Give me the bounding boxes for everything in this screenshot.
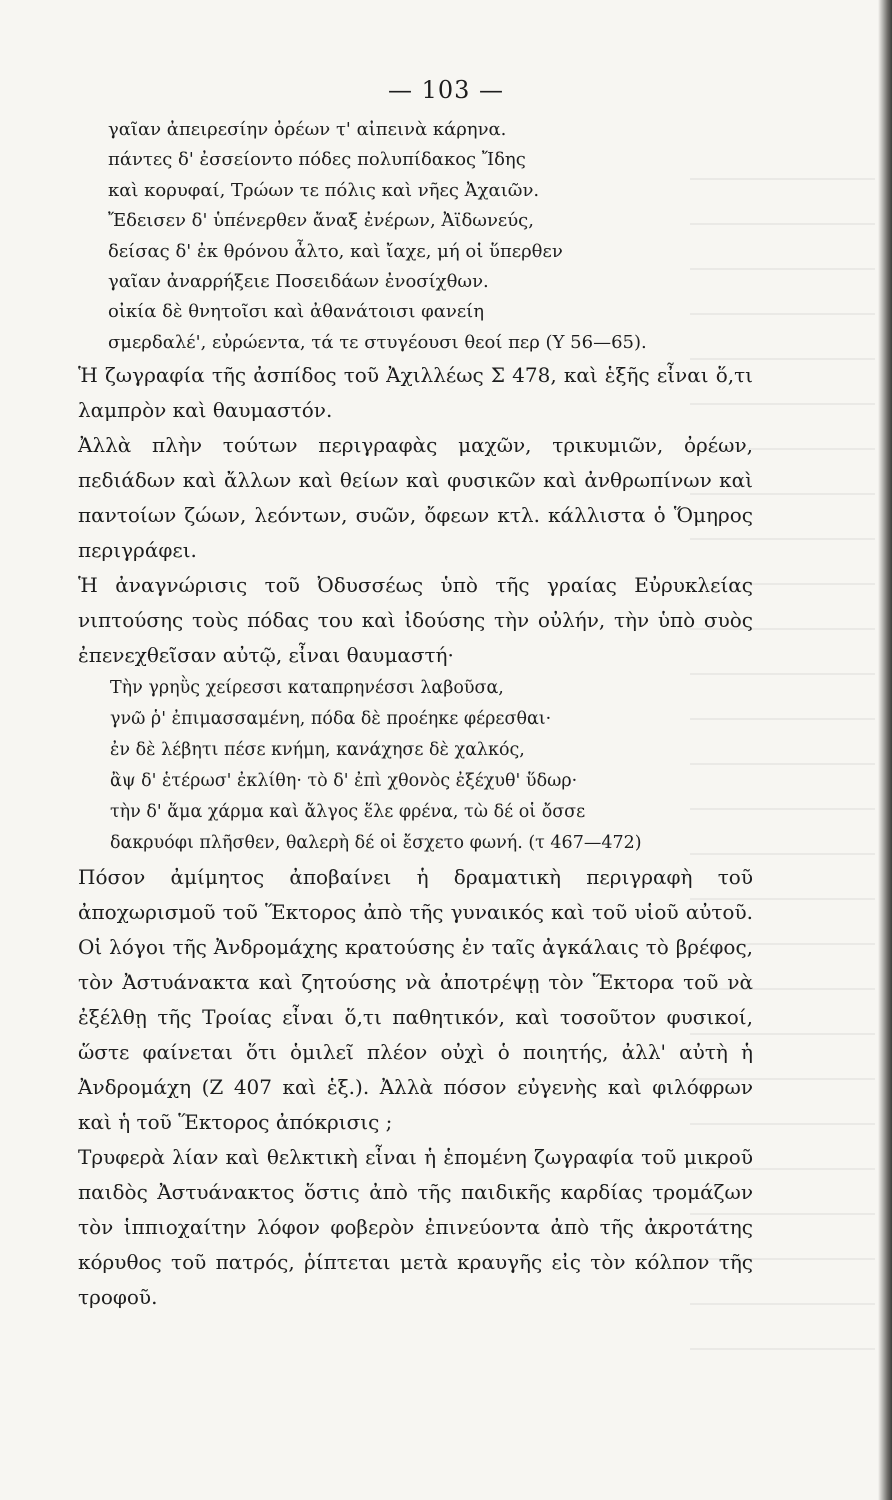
verse-line: τὴν δ' ἅμα χάρμα καὶ ἄλγος ἕλε φρένα, τὼ δέ οἱ ὄσσε (110, 802, 586, 823)
verse-quote-iliad (78, 115, 753, 358)
verse-line: καὶ κορυφαί, Τρώων τε πόλις καὶ νῆες Ἀχαιῶν. (108, 179, 540, 201)
verse-line: γαῖαν ἀπειρεσίην ὀρέων τ' αἰπεινὰ κάρηνα. (108, 119, 507, 140)
verse-quote-odyssey (78, 673, 753, 859)
verse-line: δακρυόφι πλῆσθεν, θαλερὴ δέ οἱ ἔσχετο φωνή. (τ 467—472) (110, 833, 642, 854)
verse-line: Τὴν γρηῢς χείρεσσι καταπρηνέσσι λαβοῦσα, (110, 678, 504, 699)
page-edge-shadow (878, 0, 892, 1500)
paragraph-shield: Ἡ ζωγραφία τῆς ἀσπίδος τοῦ Ἀχιλλέως Σ 478, καὶ ἑξῆς εἶναι ὅ,τι λαμπρὸν καὶ θαυμαστόν. (78, 363, 753, 423)
verse-line: πάντες δ' ἐσσείοντο πόδες πολυπίδακος Ἴδης (108, 149, 526, 171)
page-number: — 103 — (387, 76, 505, 104)
verse-line: γαῖαν ἀναρρήξειε Ποσειδάων ἐνοσίχθων. (108, 271, 489, 293)
verse-line: οἰκία δὲ θνητοῖσι καὶ ἀθανάτοισι φανείη (108, 301, 484, 323)
page-body (78, 115, 753, 1315)
paragraph-descriptions: Ἀλλὰ πλὴν τούτων περιγραφὰς μαχῶν, τρικυμιῶν, ὀρέων, πεδιάδων καὶ ἄλλων καὶ θείων καὶ φυσικῶν καὶ ἀνθρωπίνων καὶ παντοίων ζώων, λεόντων, συῶν, ὄφεων κτλ. κάλλιστα ὁ Ὅμηρος περιγράφει. (78, 433, 753, 563)
paragraph-recognition: Ἡ ἀναγνώρισις τοῦ Ὀδυσσέως ὑπὸ τῆς γραίας Εὐρυκλείας νιπτούσης τοὺς πόδας του καὶ ἰδούσης τὴν οὐλήν, τὴν ὑπὸ συὸς ἐπενεχθεῖσαν αὐτῷ, εἶναι θαυμαστή· (78, 573, 753, 668)
verse-line: Ἔδεισεν δ' ὑπένερθεν ἄναξ ἐνέρων, Ἀϊδωνεύς, (108, 210, 534, 232)
verse-line: ἐν δὲ λέβητι πέσε κνήμη, κανάχησε δὲ χαλκός, (110, 740, 525, 761)
verse-line: δείσας δ' ἐκ θρόνου ἆλτο, καὶ ἴαχε, μή οἱ ὕπερθεν (108, 240, 563, 262)
verse-line: σμερδαλέ', εὐρώεντα, τά τε στυγέουσι θεοί περ (Υ 56—65). (108, 331, 647, 353)
verse-line: γνῶ ῥ' ἐπιμασσαμένη, πόδα δὲ προέηκε φέρεσθαι· (110, 709, 552, 730)
verse-line: ἂψ δ' ἑτέρωσ' ἐκλίθη· τὸ δ' ἐπὶ χθονὸς ἐξέχυθ' ὕδωρ· (110, 771, 578, 792)
paragraph-astyanax: Τρυφερὰ λίαν καὶ θελκτικὴ εἶναι ἡ ἑπομένη ζωγραφία τοῦ μικροῦ παιδὸς Ἀστυάνακτος ὅστις ἀπὸ τῆς παιδικῆς καρδίας τρομάζων τὸν ἱππιοχαίτην λόφον φοβερὸν ἐπινεύοντα ἀπὸ τῆς ἀκροτάτης κόρυθος τοῦ πατρός, ῥίπτεται μετὰ κραυγῆς εἰς τὸν κόλπον τῆς τροφοῦ. (78, 1145, 753, 1310)
paragraph-farewell: Πόσον ἀμίμητος ἀποβαίνει ἡ δραματικὴ περιγραφὴ τοῦ ἀποχωρισμοῦ τοῦ Ἕκτορος ἀπὸ τῆς γυναικός καὶ τοῦ υἱοῦ αὐτοῦ. Οἱ λόγοι τῆς Ἀνδρομάχης κρατούσης ἐν ταῖς ἀγκάλαις τὸ βρέφος, τὸν Ἀστυάνακτα καὶ ζητούσης νὰ ἀποτρέψῃ τὸν Ἕκτορα τοῦ νὰ ἐξέλθῃ τῆς Τροίας εἶναι ὅ,τι παθητικόν, καὶ τοσοῦτον φυσικοί, ὥστε φαίνεται ὅτι ὁμιλεῖ πλέον οὐχὶ ὁ ποιητής, ἀλλ' αὐτὴ ἡ Ἀνδρομάχη (Ζ 407 καὶ ἑξ.). Ἀλλὰ πόσον εὐγενὴς καὶ φιλόφρων καὶ ἡ τοῦ Ἕκτορος ἀπόκρισις ; (78, 865, 753, 1135)
